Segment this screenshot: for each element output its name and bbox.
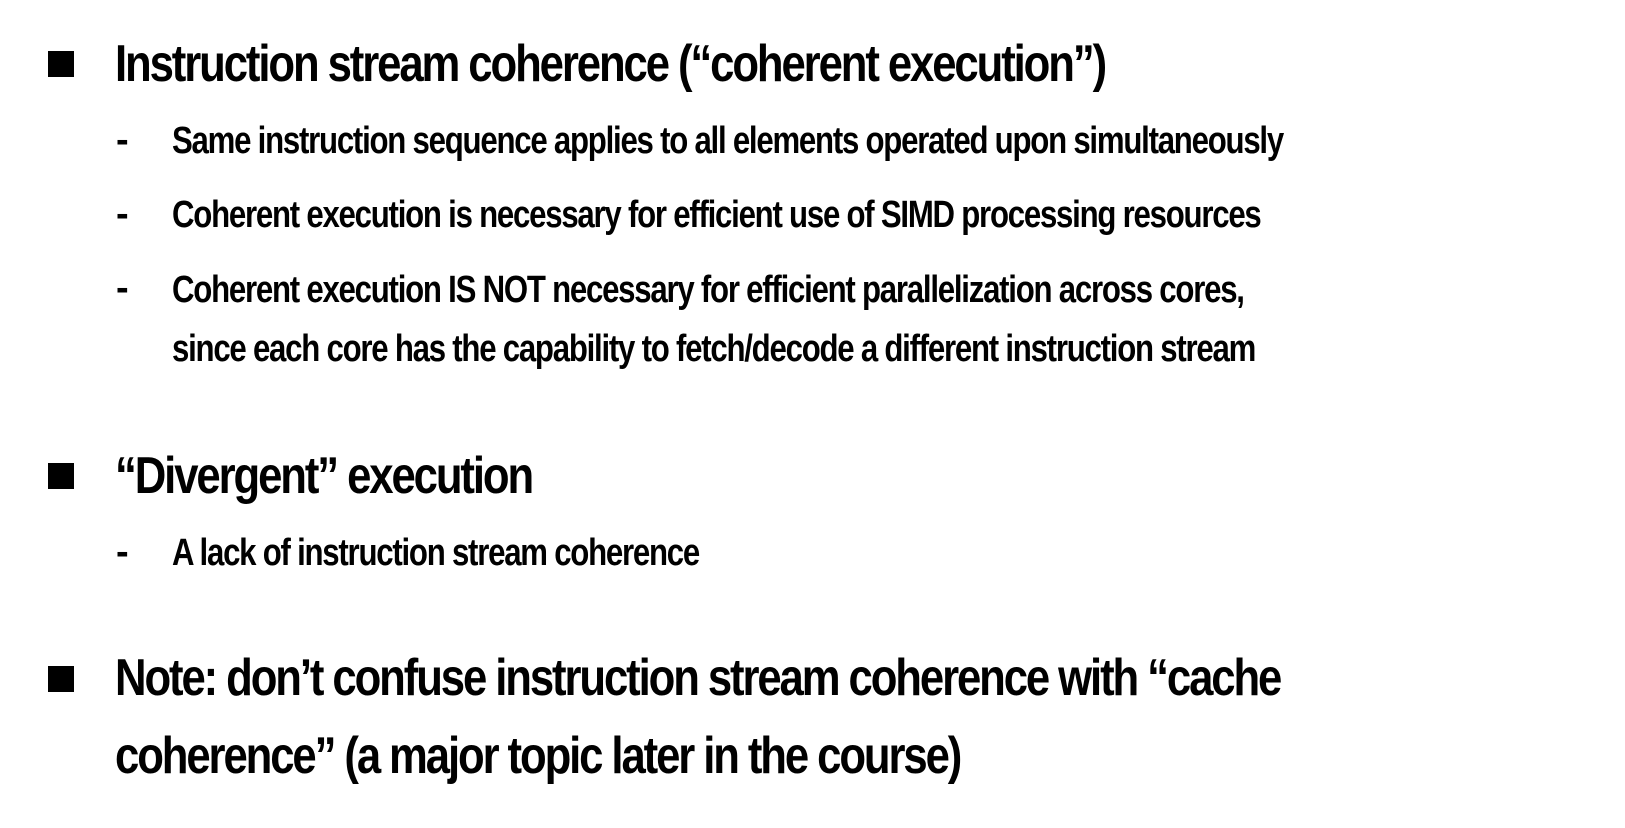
bullet-title: “Divergent” execution xyxy=(115,447,533,505)
dash-icon: - xyxy=(116,119,129,161)
bullet-title: Instruction stream coherence (“coherent execution”) xyxy=(115,35,1106,93)
bullet-square-icon xyxy=(48,463,74,489)
sub-bullet-text-continuation: since each core has the capability to fetch/decode a different instruction stream xyxy=(172,328,1256,370)
dash-icon: - xyxy=(116,531,129,573)
sub-bullet-text: Coherent execution IS NOT necessary for efficient parallelization across cores, xyxy=(172,269,1244,311)
sub-bullet-text: Same instruction sequence applies to all elements operated upon simultaneously xyxy=(172,120,1283,162)
dash-icon: - xyxy=(116,193,129,235)
sub-bullet-text: A lack of instruction stream coherence xyxy=(172,532,700,574)
bullet-title-continuation: coherence” (a major topic later in the course) xyxy=(115,727,961,785)
bullet-square-icon xyxy=(48,666,74,692)
bullet-square-icon xyxy=(48,51,74,77)
sub-bullet-text: Coherent execution is necessary for efficient use of SIMD processing resources xyxy=(172,194,1261,236)
bullet-title: Note: don’t confuse instruction stream coherence with “cache xyxy=(115,649,1281,707)
dash-icon: - xyxy=(116,267,129,309)
